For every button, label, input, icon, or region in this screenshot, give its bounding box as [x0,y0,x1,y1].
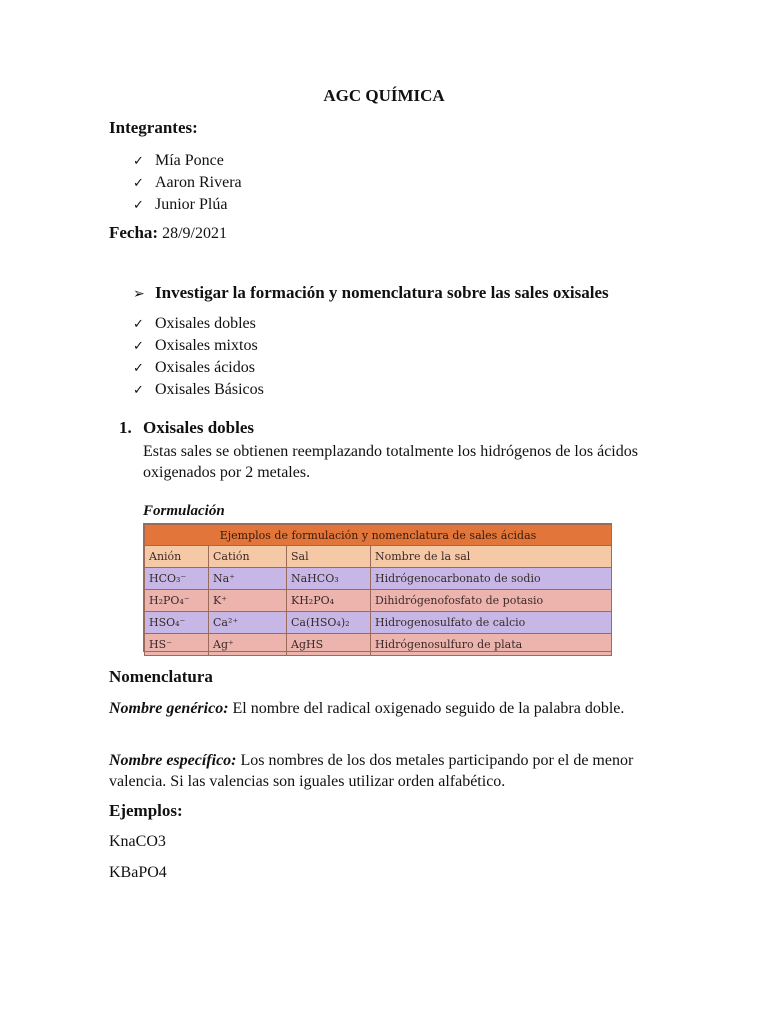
column-header: Anión [145,546,209,568]
table-cell: K⁺ [209,590,287,612]
table-cell: Hidrógenocarbonato de sodio [371,568,612,590]
table-cell: HS⁻ [145,634,209,656]
table-cell: Ca²⁺ [209,612,287,634]
topics-list [133,313,264,401]
table-cell: Ag⁺ [209,634,287,656]
table-cell: KH₂PO₄ [287,590,371,612]
table-caption: Ejemplos de formulación y nomenclatura de sales ácidas [145,525,612,546]
section-number: 1. [119,418,132,437]
formulacion-label: Formulación [143,503,225,519]
salts-table [144,524,612,656]
table-row [145,634,612,656]
date-line [109,223,227,243]
checkmark-icon [133,172,155,194]
checkmark-icon [133,150,155,172]
section-heading [119,418,254,438]
table-cell: HCO₃⁻ [145,568,209,590]
example-item: KnaCO3 [109,833,166,850]
list-item: ✓Oxisales ácidos [133,357,264,379]
table-row [145,590,612,612]
table-cell: Ca(HSO₄)₂ [287,612,371,634]
examples-heading: Ejemplos: [109,801,183,820]
checkmark-icon [133,335,155,357]
checkmark-icon [133,194,155,216]
table-cell: AgHS [287,634,371,656]
list-item: ✓Oxisales mixtos [133,335,264,357]
column-header: Sal [287,546,371,568]
section-description: Estas sales se obtienen reemplazando totalmente los hidrógenos de los ácidos oxigenados por 2 metales. [143,443,638,481]
nomenclatura-heading: Nomenclatura [109,667,213,686]
date-label: Fecha: [109,223,159,242]
task-heading: ➢Investigar la formación y nomenclatura sobre las sales oxisales [133,283,609,303]
specific-name-label: Nombre específico: [109,752,237,769]
generic-name-paragraph [109,698,654,719]
column-header: Nombre de la sal [371,546,612,568]
example-item: KBaPO4 [109,864,167,881]
checkmark-icon [133,379,155,401]
checkmark-icon [133,313,155,335]
table-row [145,568,612,590]
generic-name-text: El nombre del radical oxigenado seguido de la palabra doble. [232,700,625,717]
table-cell: Hidrogenosulfato de calcio [371,612,612,634]
document-title: AGC QUÍMICA [323,86,445,105]
table-cell: Dihidrógenofosfato de potasio [371,590,612,612]
members-list [133,150,242,216]
column-header: Catión [209,546,287,568]
list-item: ✓Oxisales Básicos [133,379,264,401]
section-title: Oxisales dobles [143,418,254,437]
list-item: ✓Mía Ponce [133,150,242,172]
specific-name-text: Los nombres de los dos metales participando por el de menor valencia. Si las valencias son iguales utilizar orden alfabético. [109,752,634,790]
list-item: ✓Aaron Rivera [133,172,242,194]
table-cell: NaHCO₃ [287,568,371,590]
table-cell: HSO₄⁻ [145,612,209,634]
arrow-bullet-icon [133,283,155,303]
table-cell: Hidrógenosulfuro de plata [371,634,612,656]
table-row [145,612,612,634]
date-value: 28/9/2021 [162,225,227,242]
members-label: Integrantes: [109,118,198,137]
list-item: ✓Junior Plúa [133,194,242,216]
checkmark-icon [133,357,155,379]
specific-name-paragraph [109,750,654,792]
table-cell: H₂PO₄⁻ [145,590,209,612]
table-cell: Na⁺ [209,568,287,590]
list-item: ✓Oxisales dobles [133,313,264,335]
generic-name-label: Nombre genérico: [109,700,229,717]
